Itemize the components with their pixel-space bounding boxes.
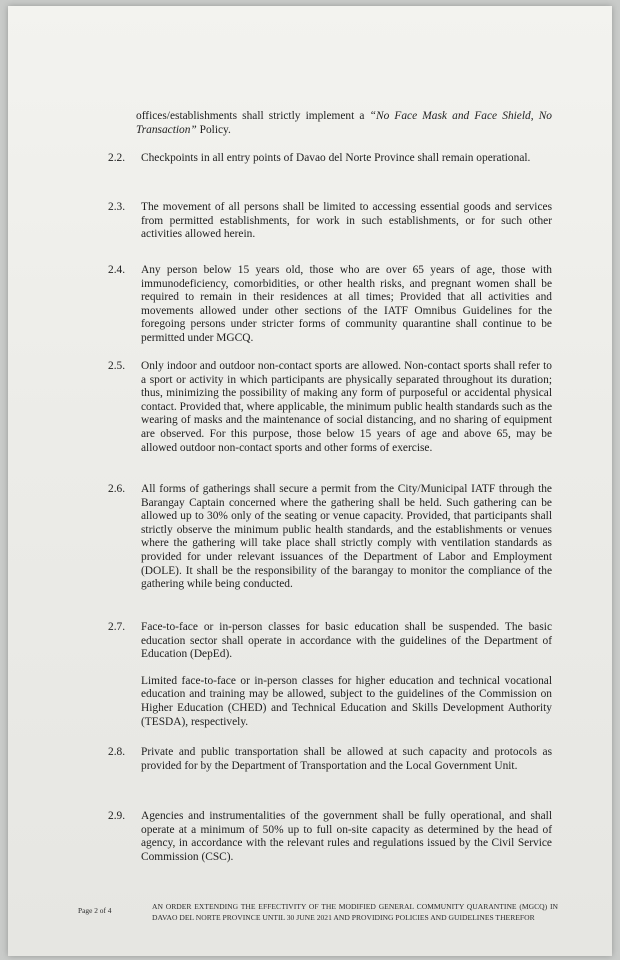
- section-text: Private and public transportation shall be allowed at such capacity and protocols as provided for by the Department of Transportation and the Local Government Unit.: [141, 746, 552, 772]
- section-2-6: [108, 483, 552, 592]
- section-subparagraph: Limited face-to-face or in-person classes for higher education and technical vocational education and training may be allowed, subject to the guidelines of the Commission on Higher Education (CHED) and Technical Education and Skills Development Authority (TESDA), respectively.: [141, 674, 552, 728]
- intro-text-end: Policy.: [196, 123, 231, 136]
- footer-title: AN ORDER EXTENDING THE EFFECTIVITY OF THE MODIFIED GENERAL COMMUNITY QUARANTINE (MGCQ) IN DAVAO DEL NORTE PROVINCE UNTIL 30 JUNE 2021 AND PROVIDING POLICIES AND GUIDELINES THEREFOR: [152, 902, 558, 922]
- section-2-9: [108, 810, 552, 864]
- intro-paragraph: [136, 110, 552, 137]
- section-2-4: [108, 264, 552, 346]
- section-text: Any person below 15 years old, those who are over 65 years of age, those with immunodeficiency, comorbidities, or other health risks, and pregnant women shall be required to remain in their residences at all times; Provided that all activities and movements allowed under other sections of the IATF Omnibus Guidelines for the foregoing persons under stricter forms of community quarantine shall continue to be permitted under MGCQ.: [141, 264, 552, 344]
- intro-text: offices/establishments shall strictly implement a: [136, 110, 370, 122]
- section-number: 2.6.: [108, 483, 126, 495]
- section-text: The movement of all persons shall be limited to accessing essential goods and services from permitted establishments, for work in such establishments, or for such other activities allowed herein.: [141, 201, 552, 241]
- section-text: All forms of gatherings shall secure a permit from the City/Municipal IATF through the Barangay Captain concerned where the gathering shall be held. Such gathering can be allowed up to 30% only of the seating or venue capacity. Provided, that participants shall strictly observe the minimum public health standards, and the establishments or venues where the gathering will take place shall strictly comply with ventilation standards as provided for under relevant issuances of the Department of Labor and Employment (DOLE). It shall be the responsibility of the barangay to monitor the compliance of the gathering while being conducted.: [141, 483, 552, 591]
- section-2-8: [108, 746, 552, 773]
- section-number: 2.2.: [108, 152, 126, 164]
- section-text: Agencies and instrumentalities of the government shall be fully operational, and shall operate at a minimum of 50% up to full on-site capacity as determined by the head of agency, in accordance with the relevant rules and regulations issued by the Civil Service Commission (CSC).: [141, 810, 552, 863]
- document-page: [8, 6, 612, 956]
- section-text: Checkpoints in all entry points of Davao del Norte Province shall remain operational.: [141, 152, 531, 164]
- section-text: Only indoor and outdoor non-contact sports are allowed. Non-contact sports shall refer to a sport or activity in which participants are physically separated throughout its duration; thus, minimizing the possibility of making any form of purposeful or accidental physical contact. Provided that, where applicable, the minimum public health standards such as the wearing of masks and the maintenance of social distancing, and no sharing of equipment are observed. For this purpose, those below 15 years of age and above 65, may be allowed outdoor non-contact sports and other forms of exercise.: [141, 360, 552, 454]
- section-number: 2.4.: [108, 264, 126, 276]
- page-footer: [78, 902, 558, 923]
- policy-name: “No Face Mask and Face Shield, No Transaction”: [136, 110, 552, 136]
- section-2-3: [108, 201, 552, 242]
- section-2-7: [108, 621, 552, 729]
- section-number: 2.9.: [108, 810, 126, 822]
- section-2-2: [108, 152, 552, 166]
- section-number: 2.5.: [108, 360, 126, 372]
- page-number: Page 2 of 4: [78, 906, 112, 915]
- section-number: 2.8.: [108, 746, 126, 758]
- section-text: Face-to-face or in-person classes for basic education shall be suspended. The basic education sector shall operate in accordance with the guidelines of the Department of Education (DepEd).: [141, 621, 552, 661]
- section-number: 2.7.: [108, 621, 126, 633]
- section-number: 2.3.: [108, 201, 126, 213]
- section-2-5: [108, 360, 552, 455]
